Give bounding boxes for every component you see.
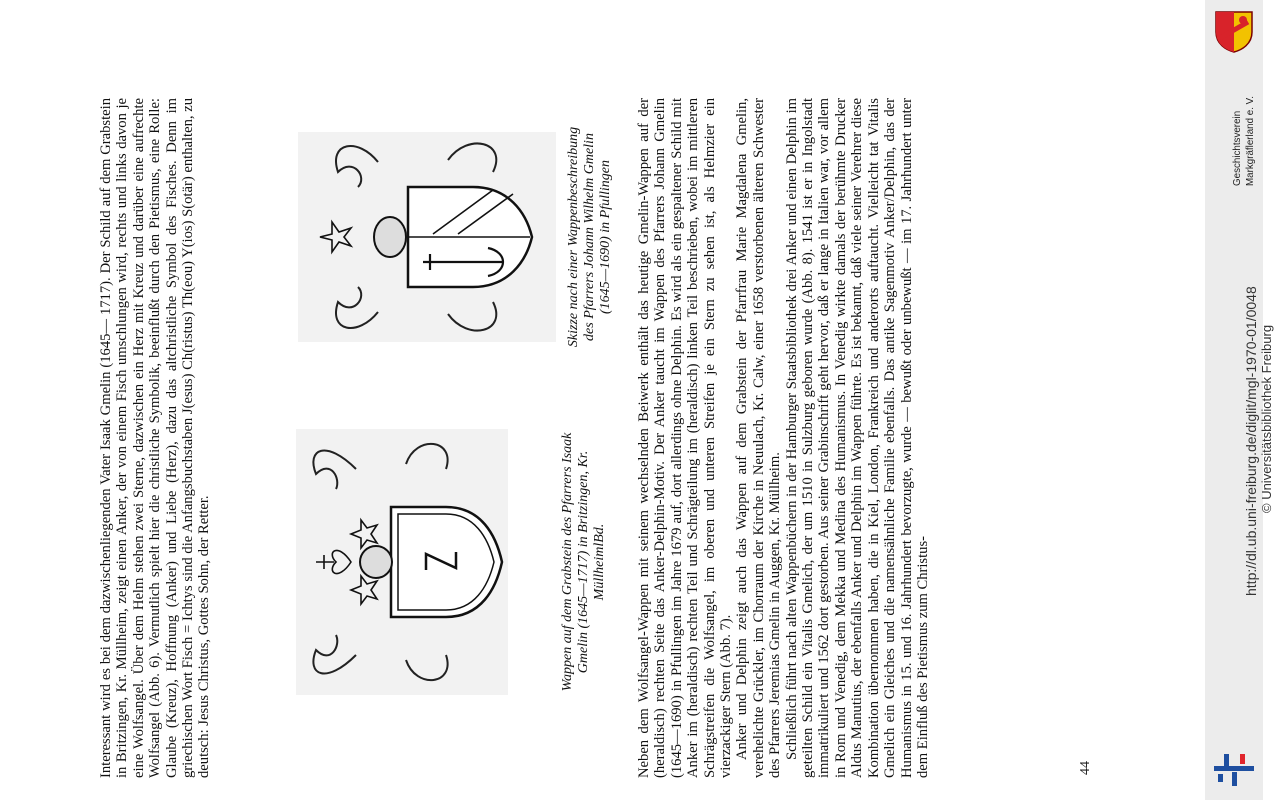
society-name-line-1: Geschichtsverein	[1232, 110, 1243, 186]
coat-of-arms-isaak-gmelin-image	[296, 429, 508, 695]
society-crest-icon	[1212, 8, 1256, 54]
text-column-bottom	[636, 98, 986, 778]
page-number: 44	[1078, 761, 1093, 775]
figure-caption-abb-7: Skizze nach einer Wappenbeschreibung des Pfarrers Johann Wilhelm Gmelin (1645—1690) in Pfullingen	[566, 126, 613, 348]
paragraph-vitalis-gmelich: Schließlich führt nach alten Wappenbüchern in der Hamburger Staatsbibliothek drei Anker und einen Delphin im geteilten Schild ein Vitalis Gmelich, der um 1510 in Sulzburg geboren wurde (Abb. 8). 1541 ist er in Ingolstadt immatrikuliert und 1562 dort gestorben. Aus seiner Grabinschrift geht hervor, daß er lange in Italien war, vor allem in Rom und Venedig, dem Mekka und Medina des Humanismus. In Venedig wirkte damals der berühmte Drucker Aldus Manutius, der ebenfalls Anker und Delphin im Wappen führte. Es ist bekannt, daß viele seiner Verehrer diese Kombination übernommen haben, die in Kiel, London, Frankreich und anderorts auftaucht. Vielleicht tat Vitalis Gmelich ein Gleiches und die namensähnliche Familie ebenfalls. Das antike Sagenmotiv Anker/Delphin, das der Humanismus in 15. und 16. Jahrhundert bevorzugte, wurde — bewußt oder unbewußt — im 17. Jahrhundert unter dem Einfluß des Pietismus zum Christus-	[783, 98, 931, 778]
text-column-top	[98, 98, 278, 778]
paragraph-marie-magdalena: Anker und Delphin zeigt auch das Wappen auf dem Grabstein der Pfarrfrau Marie Magdalena Gmelin, verehelichte Grückler, im Chorraum der Kirche in Neuulach, Kr. Calw, einer 1658 verstorbenen älteren Schwester des Pfarrers Jeremias Gmelin in Auggen, Kr. Müllheim.	[734, 98, 784, 778]
university-library-logo-icon	[1214, 748, 1254, 788]
paragraph-anker-delphin: Neben dem Wolfsangel-Wappen mit seinem wechselnden Beiwerk enthält das heutige Gmelin-Wappen auf der (heraldisch) rechten Seite das Anker-Delphin-Motiv. Der Anker taucht im Wappen des Pfarrers Johann Gmelin (1645—1690) in Pfullingen im Jahre 1679 auf, dort allerdings ohne Delphin. Es wird als ein gespaltener Schild mit Anker im (heraldisch) rechten Teil und Schrägteilung im (heraldisch) linken Teil beschrieben, wobei im mittleren Schrägstreifen die Wolfsangel, im oberen und unteren Streifen je ein Stern zu sehen ist, als Helmzier ein vierzackiger Stern (Abb. 7).	[636, 98, 735, 778]
copyright-notice: © Universitätsbibliothek Freiburg	[1259, 324, 1274, 513]
society-name-line-2: Markgräflerland e. V.	[1245, 95, 1256, 186]
coat-of-arms-johann-gmelin-sketch	[298, 132, 556, 342]
permalink-url[interactable]: http://dl.ub.uni-freiburg.de/diglit/mgl-1970-01/0048	[1243, 286, 1259, 596]
figure-caption-abb-6: Wappen auf dem Grabstein des Pfarrers Isaak Gmelin (1645—1717) in Britzingen, Kr. MüllheimlBd.	[560, 432, 607, 692]
paragraph-isaak-gmelin: Interessant wird es bei dem dazwischenliegenden Vater Isaak Gmelin (1645— 1717). Der Schild auf dem Grabstein in Britzingen, Kr. Müllheim, zeigt einen Anker, der von einem Fisch umschlungen wird, rechts und links davon je eine Wolfsangel. Über dem Helm stehen zwei Sterne, dazwischen ein Herz mit Kreuz und darüber eine aufrechte Wolfsangel (Abb. 6). Vermutlich spielt hier die christliche Symbolik, beeinflußt durch den Pietismus, eine Rolle: Glaube (Kreuz), Hoffnung (Anker) und Liebe (Herz), dazu das altchristliche Symbol des Fisches. Denn im griechischen Wort Fisch = Ichtys sind die Anfangsbuchstaben J(esus) Ch(ristus) Th(eou) Y(ios) S(otär) enthalten, zu deutsch: Jesus Christus, Gottes Sohn, der Retter.	[98, 98, 213, 778]
